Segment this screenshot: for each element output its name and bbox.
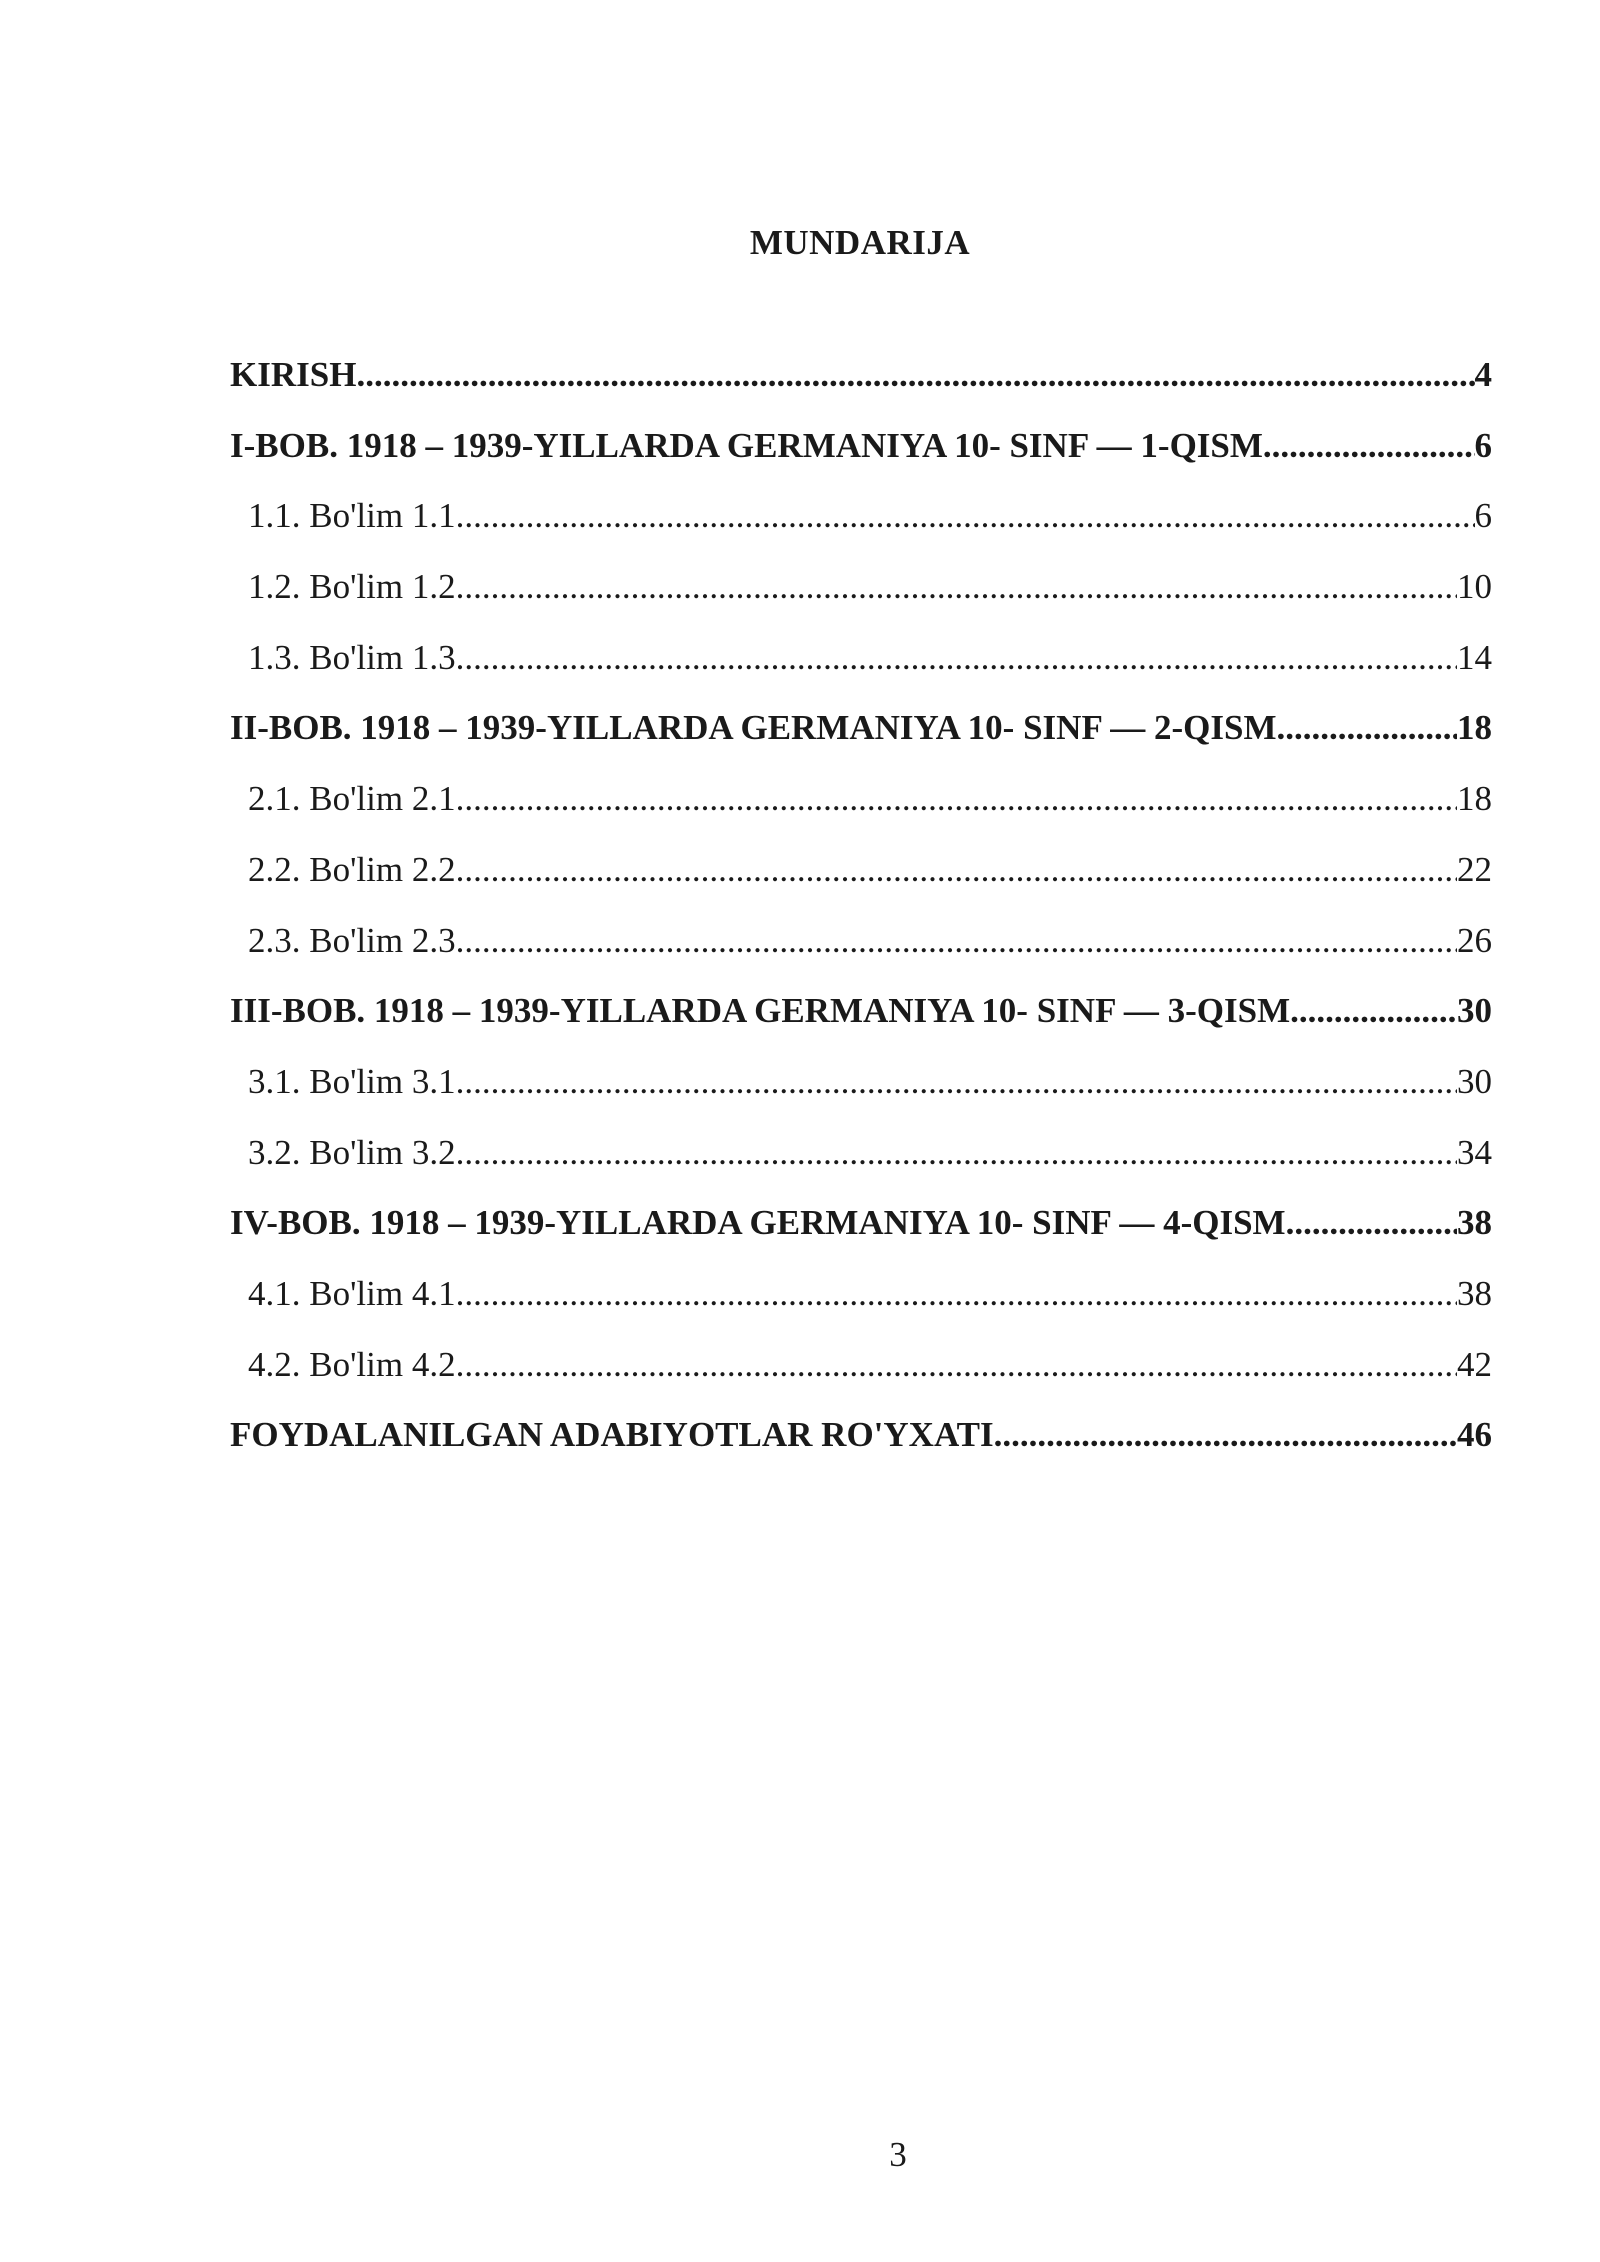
toc-dot-leader xyxy=(456,774,1457,824)
toc-entry-text: 3.2. Bo'lim 3.2 xyxy=(248,1132,456,1172)
toc-entry[interactable] xyxy=(230,916,1492,987)
toc-entry[interactable] xyxy=(230,350,1492,421)
toc-entry-text: III-BOB. 1918 – 1939-YILLARDA GERMANIYA 10- SINF — 3-QISM xyxy=(230,991,1291,1031)
toc-entry[interactable] xyxy=(230,562,1492,633)
toc-dot-leader xyxy=(456,845,1457,895)
toc-entry-text: 1.3. Bo'lim 1.3 xyxy=(248,637,456,677)
toc-dot-leader xyxy=(1277,703,1457,753)
toc-entry-page: 46 xyxy=(1457,1415,1492,1455)
toc-entry-text: KIRISH xyxy=(230,355,357,394)
toc-entry-text: IV-BOB. 1918 – 1939-YILLARDA GERMANIYA 10- SINF — 4-QISM xyxy=(230,1203,1286,1243)
toc-entry[interactable] xyxy=(230,1269,1492,1340)
toc-entry-text: 1.2. Bo'lim 1.2 xyxy=(248,567,456,607)
toc-entry-text: 4.2. Bo'lim 4.2 xyxy=(248,1344,456,1384)
table-of-contents xyxy=(230,350,1492,1481)
toc-entry-text: 2.3. Bo'lim 2.3 xyxy=(248,920,456,960)
toc-entry-text: 1.1. Bo'lim 1.1 xyxy=(248,496,456,536)
toc-entry-page: 14 xyxy=(1457,637,1492,677)
toc-entry-text: I-BOB. 1918 – 1939-YILLARDA GERMANIYA 10- SINF — 1-QISM xyxy=(230,425,1263,465)
toc-entry[interactable] xyxy=(230,1128,1492,1199)
toc-entry[interactable] xyxy=(230,421,1492,492)
toc-entry[interactable] xyxy=(230,1057,1492,1128)
toc-entry-page: 42 xyxy=(1457,1344,1492,1384)
toc-dot-leader xyxy=(456,1128,1457,1178)
toc-entry-page: 10 xyxy=(1457,567,1492,607)
toc-entry-page: 38 xyxy=(1457,1273,1492,1313)
toc-dot-leader xyxy=(1290,986,1457,1036)
toc-entry-page: 30 xyxy=(1457,1061,1492,1101)
toc-entry-text: 2.1. Bo'lim 2.1 xyxy=(248,779,456,819)
toc-dot-leader xyxy=(456,1340,1457,1390)
toc-entry[interactable] xyxy=(230,1340,1492,1411)
toc-entry-text: II-BOB. 1918 – 1939-YILLARDA GERMANIYA 10- SINF — 2-QISM xyxy=(230,708,1277,748)
toc-entry-page: 6 xyxy=(1474,425,1492,465)
toc-dot-leader xyxy=(456,916,1457,966)
toc-dot-leader xyxy=(456,1057,1457,1107)
toc-entry-text: 2.2. Bo'lim 2.2 xyxy=(248,849,456,889)
toc-entry[interactable] xyxy=(230,774,1492,845)
toc-entry-text: FOYDALANILGAN ADABIYOTLAR RO'YXATI xyxy=(230,1415,994,1455)
toc-dot-leader xyxy=(1263,421,1475,471)
toc-dot-leader xyxy=(456,562,1457,612)
toc-dot-leader xyxy=(456,491,1475,541)
toc-entry[interactable] xyxy=(230,1410,1492,1481)
page-number: 3 xyxy=(889,2135,907,2174)
toc-dot-leader xyxy=(994,1410,1457,1460)
toc-dot-leader xyxy=(456,633,1457,683)
toc-entry[interactable] xyxy=(230,633,1492,704)
toc-dot-leader xyxy=(456,1269,1457,1319)
toc-entry-text: 3.1. Bo'lim 3.1 xyxy=(248,1061,456,1101)
toc-entry-page: 18 xyxy=(1457,708,1492,748)
toc-entry-page: 34 xyxy=(1457,1132,1492,1172)
toc-dot-leader xyxy=(356,350,1474,400)
toc-entry-page: 30 xyxy=(1457,991,1492,1031)
toc-entry[interactable] xyxy=(230,986,1492,1057)
toc-entry-page: 22 xyxy=(1457,849,1492,889)
toc-entry[interactable] xyxy=(230,1198,1492,1269)
toc-entry[interactable] xyxy=(230,491,1492,562)
toc-entry-page: 18 xyxy=(1457,779,1492,819)
toc-entry-page: 38 xyxy=(1457,1203,1492,1243)
toc-entry-page: 6 xyxy=(1474,496,1492,536)
toc-entry[interactable] xyxy=(230,703,1492,774)
toc-entry-text: 4.1. Bo'lim 4.1 xyxy=(248,1273,456,1313)
page-title: MUNDARIJA xyxy=(749,223,971,262)
toc-entry[interactable] xyxy=(230,845,1492,916)
toc-entry-page: 26 xyxy=(1457,920,1492,960)
toc-entry-page: 4 xyxy=(1474,355,1492,394)
toc-dot-leader xyxy=(1286,1198,1457,1248)
